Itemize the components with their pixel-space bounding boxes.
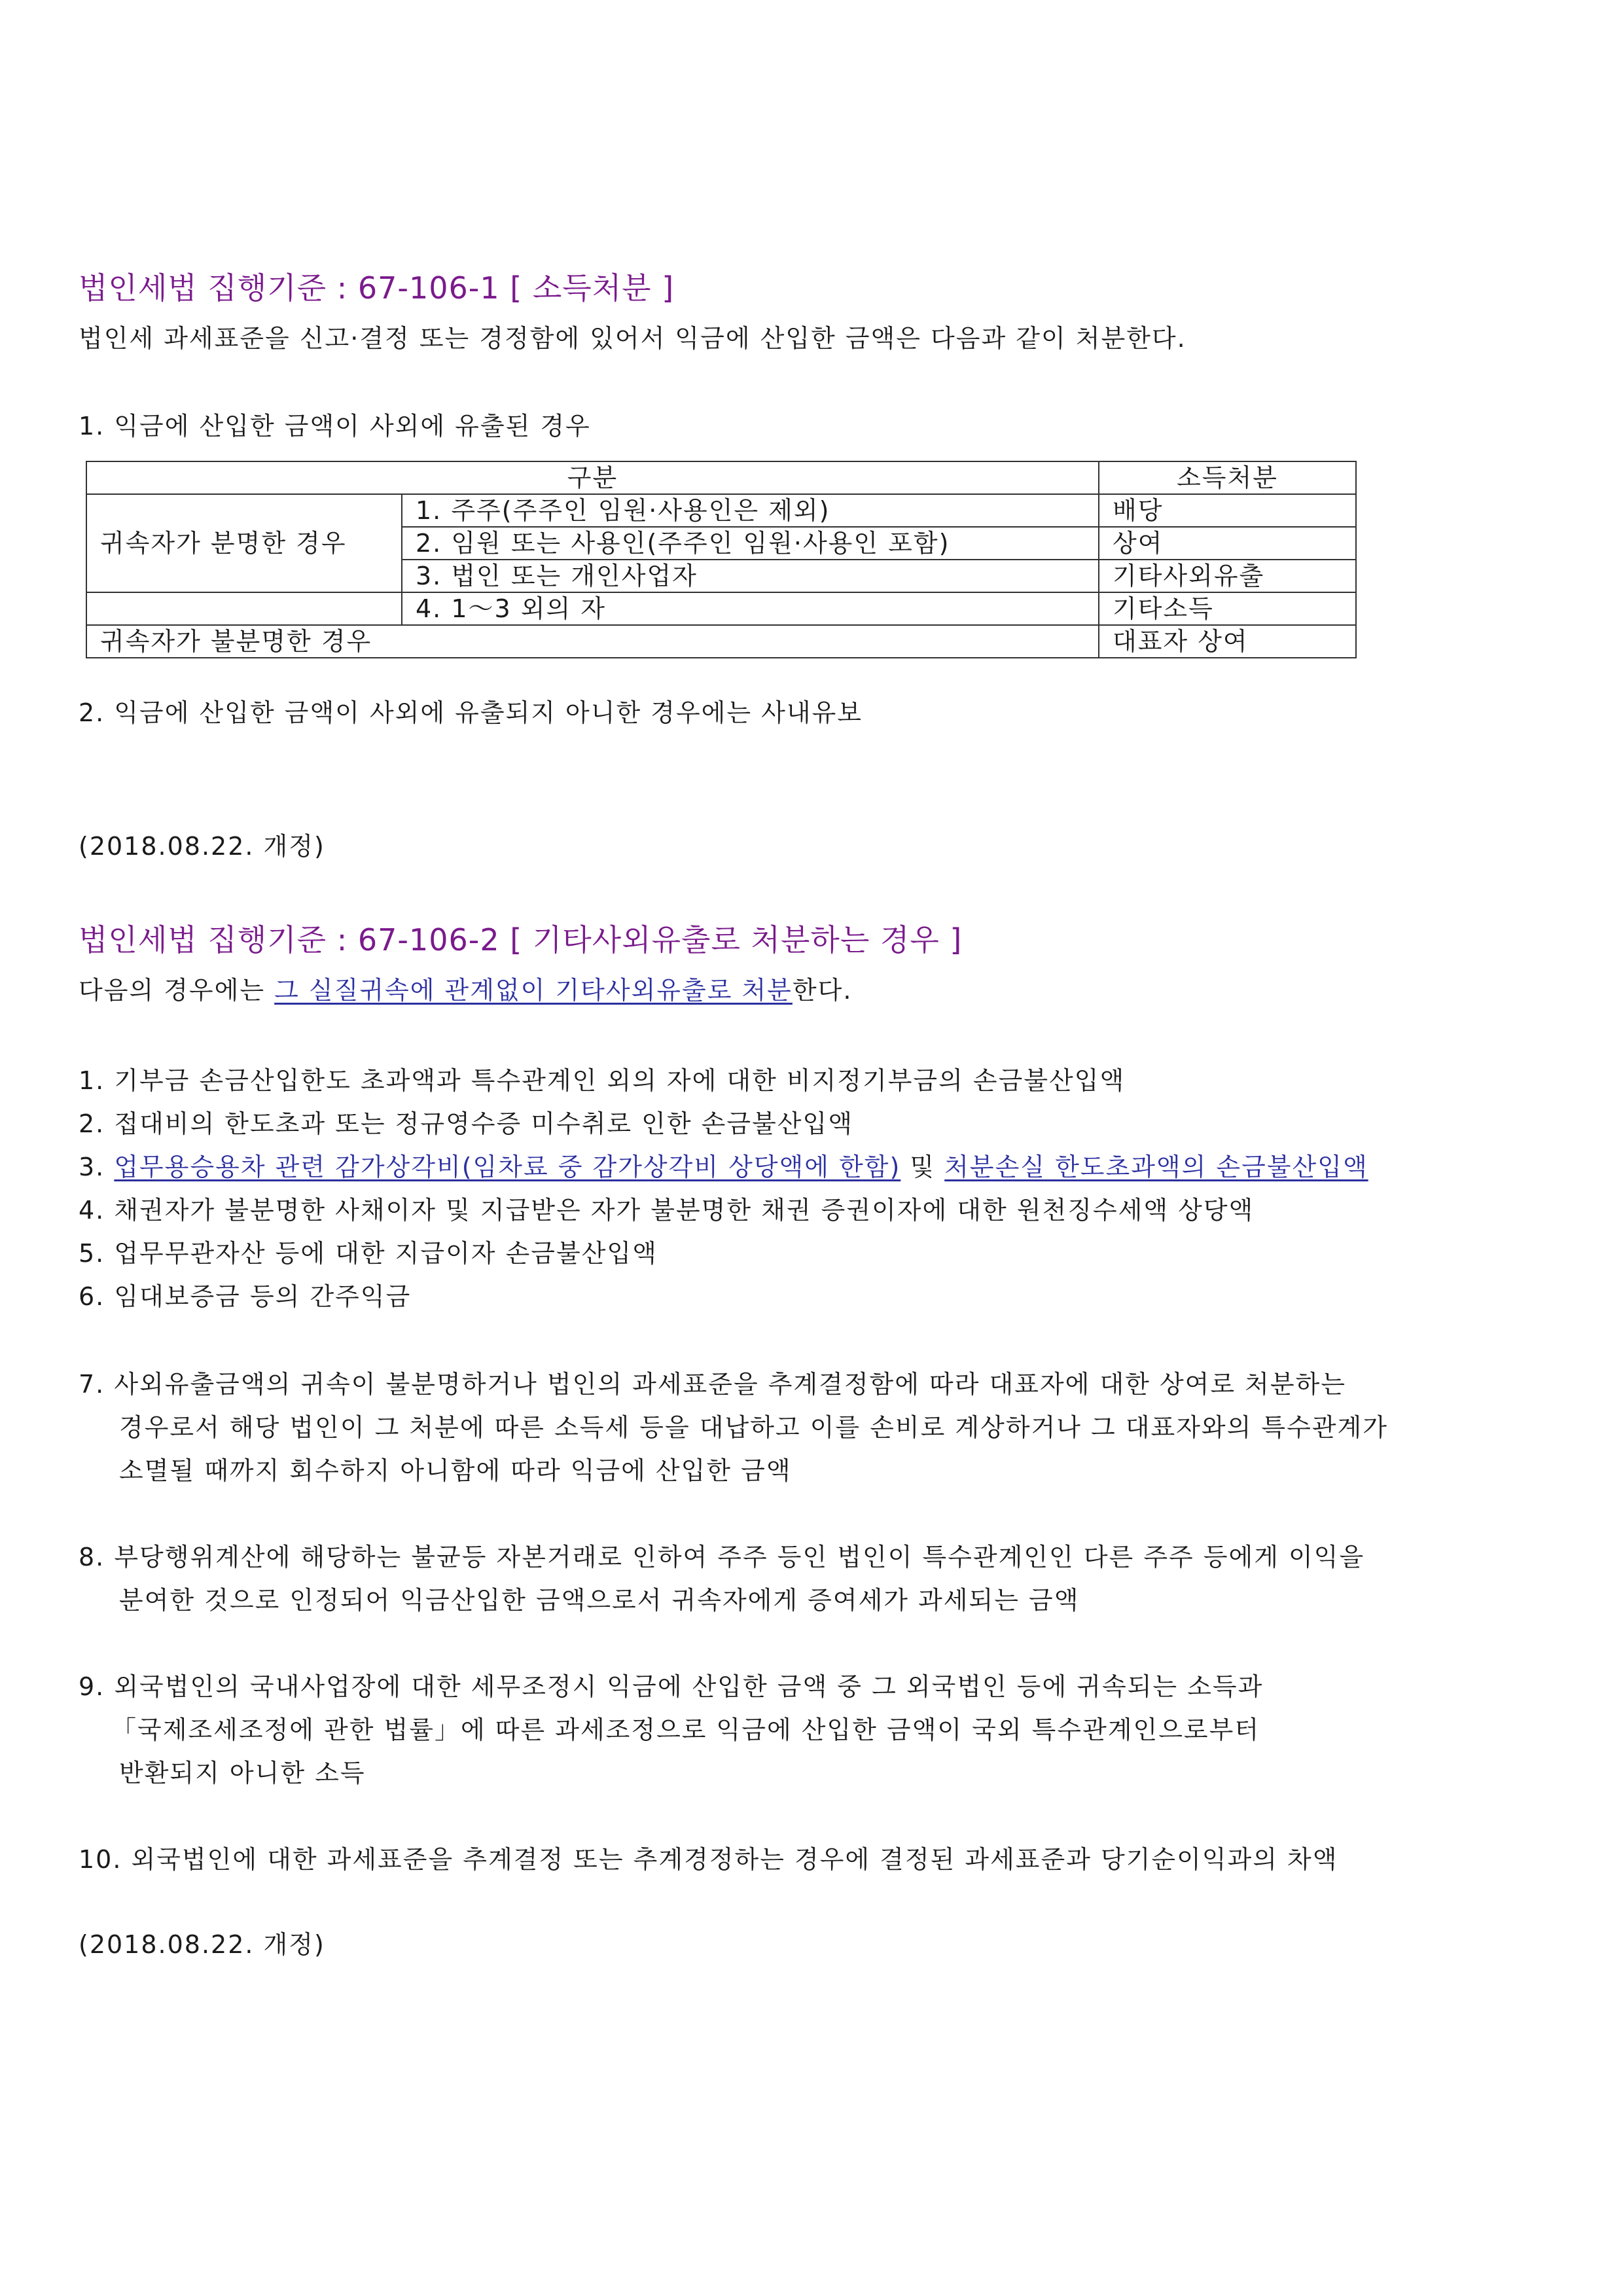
section2-item9-line1: 9. 외국법인의 국내사업장에 대한 세무조정시 익금에 산입한 금액 중 그 외국법인 등에 귀속되는 소득과 <box>79 1672 1264 1701</box>
section1-intro: 법인세 과세표준을 신고·결정 또는 경정함에 있어서 익금에 산입한 금액은 다음과 같이 처분한다. <box>79 324 1186 353</box>
section1-item2: 2. 익금에 산입한 금액이 사외에 유출되지 아니한 경우에는 사내유보 <box>79 698 863 727</box>
section2-item2: 2. 접대비의 한도초과 또는 정규영수증 미수취로 인한 손금불산입액 <box>79 1109 853 1138</box>
section2-item4: 4. 채권자가 불분명한 사채이자 및 지급받은 자가 불분명한 채권 증권이자에 대한 원천징수세액 상당액 <box>79 1196 1255 1225</box>
section2-item3 <box>79 1147 1368 1183</box>
row-label: 4. 1～3 외의 자 <box>402 592 1099 625</box>
table-row <box>86 625 1356 658</box>
table-header-row <box>86 461 1356 494</box>
income-disposition-table <box>86 461 1357 658</box>
item3-mid: 및 <box>901 1153 945 1181</box>
section2-item1: 1. 기부금 손금산입한도 초과액과 특수관계인 외의 자에 대한 비지정기부금의 손금불산입액 <box>79 1066 1126 1095</box>
section1-heading: 법인세법 집행기준 : 67-106-1 [ 소득처분 ] <box>79 270 675 306</box>
section2-item9-line3: 반환되지 아니한 소득 <box>119 1759 366 1787</box>
header-disposition: 소득처분 <box>1099 461 1356 494</box>
row-disposition: 배당 <box>1099 494 1356 527</box>
row-disposition: 상여 <box>1099 527 1356 560</box>
table-row <box>86 592 1356 625</box>
section2-item8-line1: 8. 부당행위계산에 해당하는 불균등 자본거래로 인하여 주주 등인 법인이 특수관계인인 다른 주주 등에게 이익을 <box>79 1543 1365 1571</box>
section2-item9-line2: 「국제조세조정에 관한 법률」에 따른 과세조정으로 익금에 산입한 금액이 국외 특수관계인으로부터 <box>111 1715 1260 1744</box>
section2-item8-line2: 분여한 것으로 인정되어 익금산입한 금액으로서 귀속자에게 증여세가 과세되는 금액 <box>119 1586 1080 1615</box>
row-label: 2. 임원 또는 사용인(주주인 임원·사용인 포함) <box>402 527 1099 560</box>
section2-item7-line1: 7. 사외유출금액의 귀속이 불분명하거나 법인의 과세표준을 추계결정함에 따라 대표자에 대한 상여로 처분하는 <box>79 1370 1346 1399</box>
table-row <box>86 494 1356 527</box>
section1-revision: (2018.08.22. 개정) <box>79 832 325 861</box>
row-disposition: 기타사외유출 <box>1099 560 1356 592</box>
intro-suffix: 한다. <box>792 976 853 1005</box>
section2-item5: 5. 업무무관자산 등에 대한 지급이자 손금불산입액 <box>79 1239 658 1268</box>
item3-link-depreciation[interactable]: 업무용승용차 관련 감가상각비(임차료 중 감가상각비 상당액에 한함) <box>114 1153 901 1181</box>
header-category: 구분 <box>86 461 1099 494</box>
item3-link-disposal-loss[interactable]: 처분손실 한도초과액의 손금불산입액 <box>944 1153 1368 1181</box>
section2-intro <box>79 970 852 1006</box>
group-label: 귀속자가 분명한 경우 <box>86 494 402 592</box>
section1-item1: 1. 익금에 산입한 금액이 사외에 유출된 경우 <box>79 412 591 440</box>
intro-link[interactable]: 그 실질귀속에 관계없이 기타사외유출로 처분 <box>274 976 793 1005</box>
section2-revision: (2018.08.22. 개정) <box>79 1930 325 1959</box>
section2-item6: 6. 임대보증금 등의 간주익금 <box>79 1282 412 1311</box>
section2-heading: 법인세법 집행기준 : 67-106-2 [ 기타사외유출로 처분하는 경우 ] <box>79 922 963 958</box>
intro-prefix: 다음의 경우에는 <box>79 976 275 1005</box>
unclear-label: 귀속자가 불분명한 경우 <box>86 625 1099 658</box>
section2-item7-line2: 경우로서 해당 법인이 그 처분에 따른 소득세 등을 대납하고 이를 손비로 계상하거나 그 대표자와의 특수관계가 <box>119 1413 1388 1442</box>
row-label: 1. 주주(주주인 임원·사용인은 제외) <box>402 494 1099 527</box>
row-disposition: 기타소득 <box>1099 592 1356 625</box>
section2-item10: 10. 외국법인에 대한 과세표준을 추계결정 또는 추계경정하는 경우에 결정된 과세표준과 당기순이익과의 차액 <box>79 1845 1338 1874</box>
item3-prefix: 3. <box>79 1153 115 1181</box>
row-label: 3. 법인 또는 개인사업자 <box>402 560 1099 592</box>
group-label-continued <box>86 592 402 625</box>
unclear-disposition: 대표자 상여 <box>1099 625 1356 658</box>
section2-item7-line3: 소멸될 때까지 회수하지 아니함에 따라 익금에 산입한 금액 <box>119 1456 792 1485</box>
